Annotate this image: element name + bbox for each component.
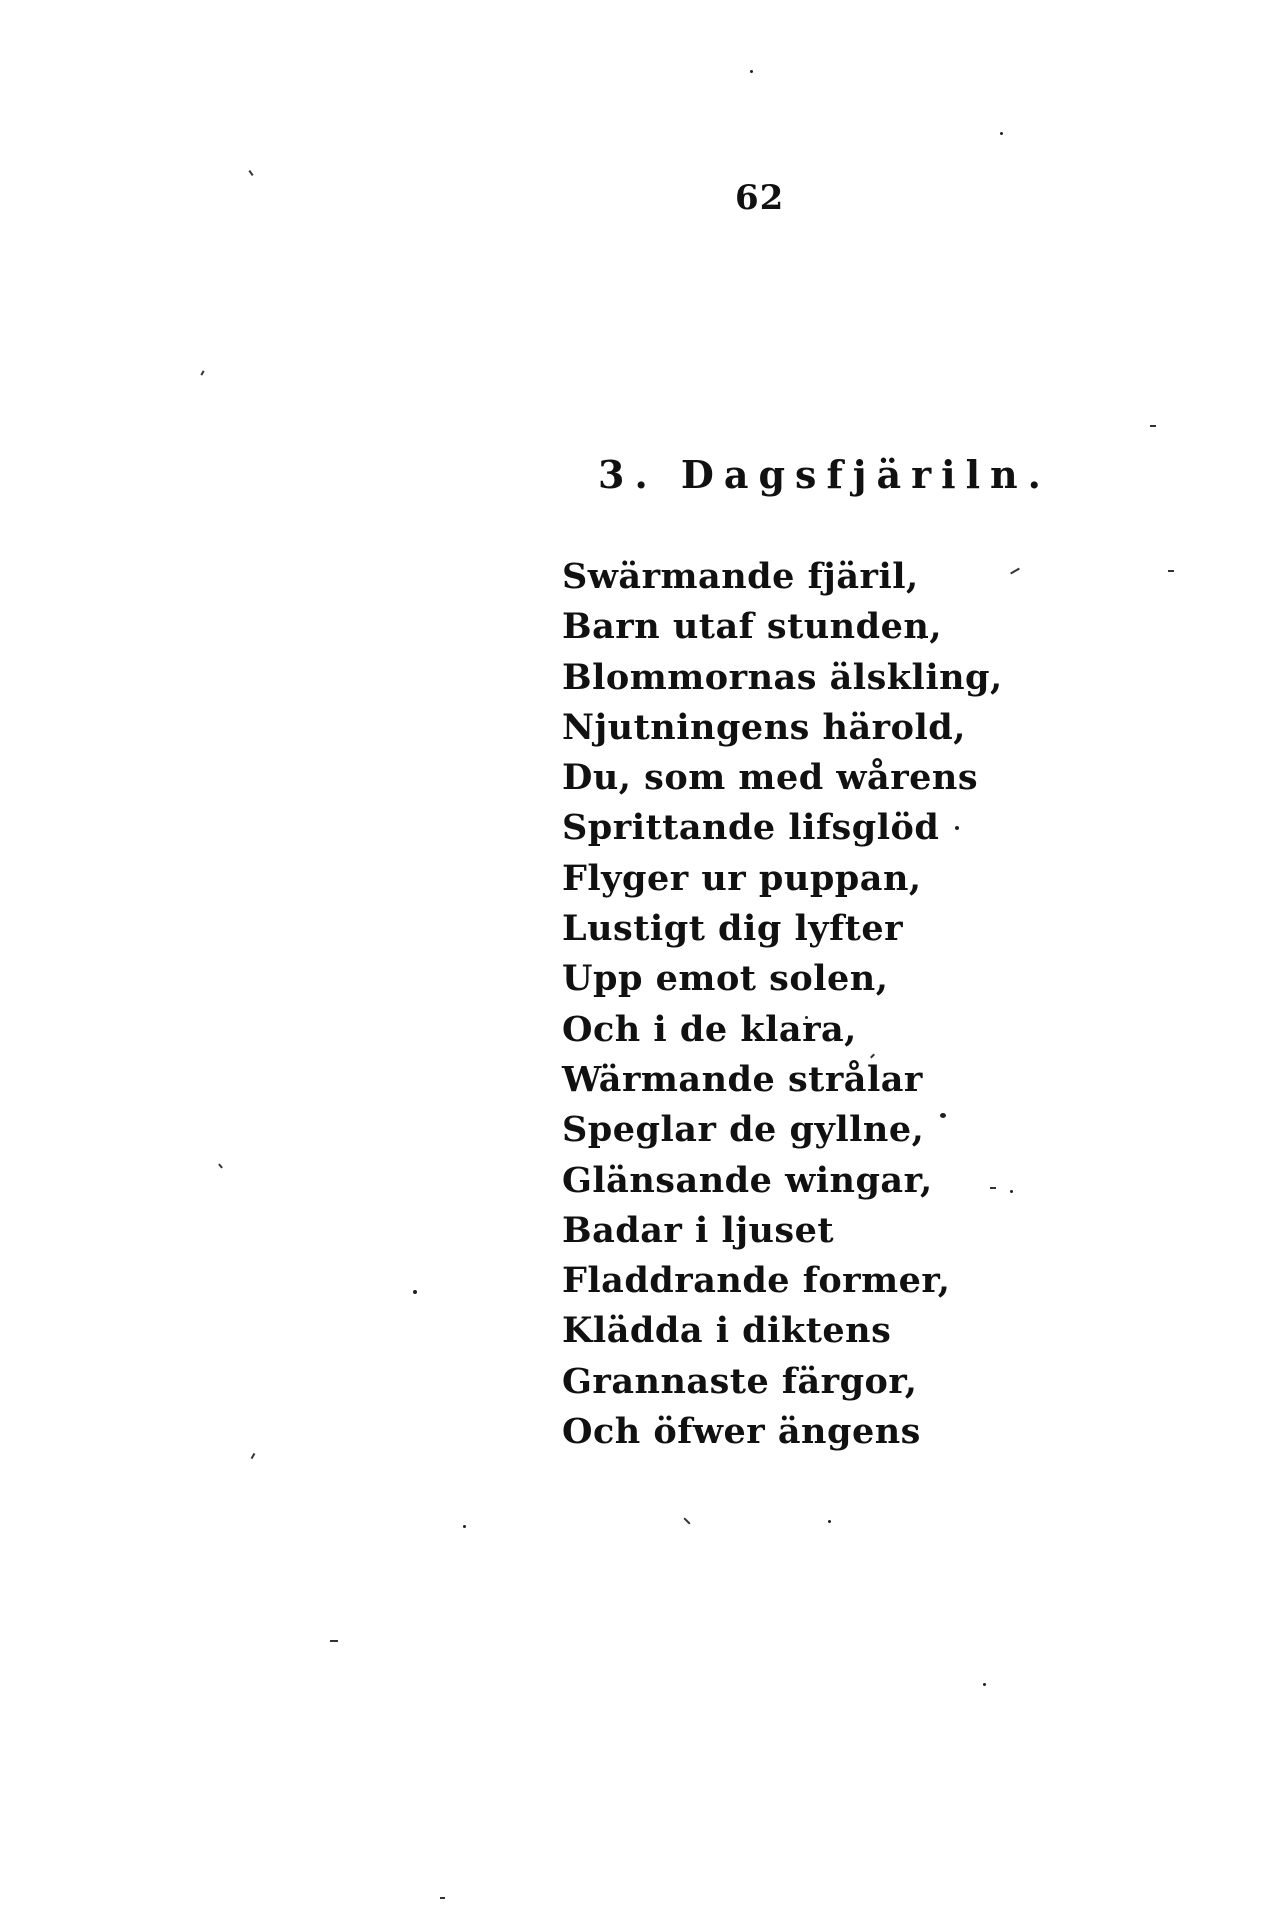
poem-line: Badar i ljuset (562, 1209, 835, 1251)
scan-speck (251, 1453, 256, 1459)
poem-line: Och i de klara, (562, 1008, 857, 1050)
scan-speck (983, 1683, 986, 1686)
poem-title: 3. Dagsfjäriln. (598, 452, 1051, 497)
poem-line: Och öfwer ängens (562, 1411, 921, 1453)
poem-line: Blommornas älskling, (562, 656, 1003, 698)
poem-line: Sprittande lifsglöd (562, 807, 940, 849)
scan-speck (828, 1520, 831, 1523)
poem-line: Swärmande fjäril, (562, 556, 919, 597)
page-number: 62 (735, 178, 785, 218)
poem-line: Barn utaf stunden, (562, 606, 943, 648)
scan-speck (683, 1517, 690, 1524)
poem-line: Speglar de gyllne, (562, 1109, 925, 1151)
poem-line: Lustigt dig lyfter (562, 908, 904, 950)
scan-speck (330, 1640, 338, 1642)
scan-speck (1150, 425, 1156, 427)
poem-line: Flyger ur puppan, (562, 857, 922, 899)
scan-speck (200, 370, 204, 375)
poem-text (562, 552, 1003, 1457)
poem-line: Grannaste färgor, (562, 1360, 918, 1402)
scan-speck (1010, 568, 1020, 575)
poem-line: Fladdrande former, (562, 1260, 951, 1302)
poem-line: Njutningens härold, (562, 706, 966, 748)
poem-line: Glänsande wingar, (562, 1159, 933, 1201)
scan-speck (750, 70, 753, 73)
scan-speck (440, 1897, 445, 1899)
poem-line: Du, som med wårens (562, 757, 979, 799)
scan-speck (218, 1163, 223, 1168)
scan-speck (1000, 132, 1003, 135)
scan-speck (1010, 1190, 1013, 1193)
scan-speck (463, 1525, 466, 1528)
poem-line: Klädda i diktens (562, 1310, 892, 1352)
poem-line: Upp emot solen, (562, 958, 889, 1000)
poem-line: Wärmande strålar (562, 1058, 923, 1100)
scan-speck (1168, 570, 1174, 572)
scan-speck (413, 1290, 417, 1294)
scan-speck (248, 170, 253, 176)
